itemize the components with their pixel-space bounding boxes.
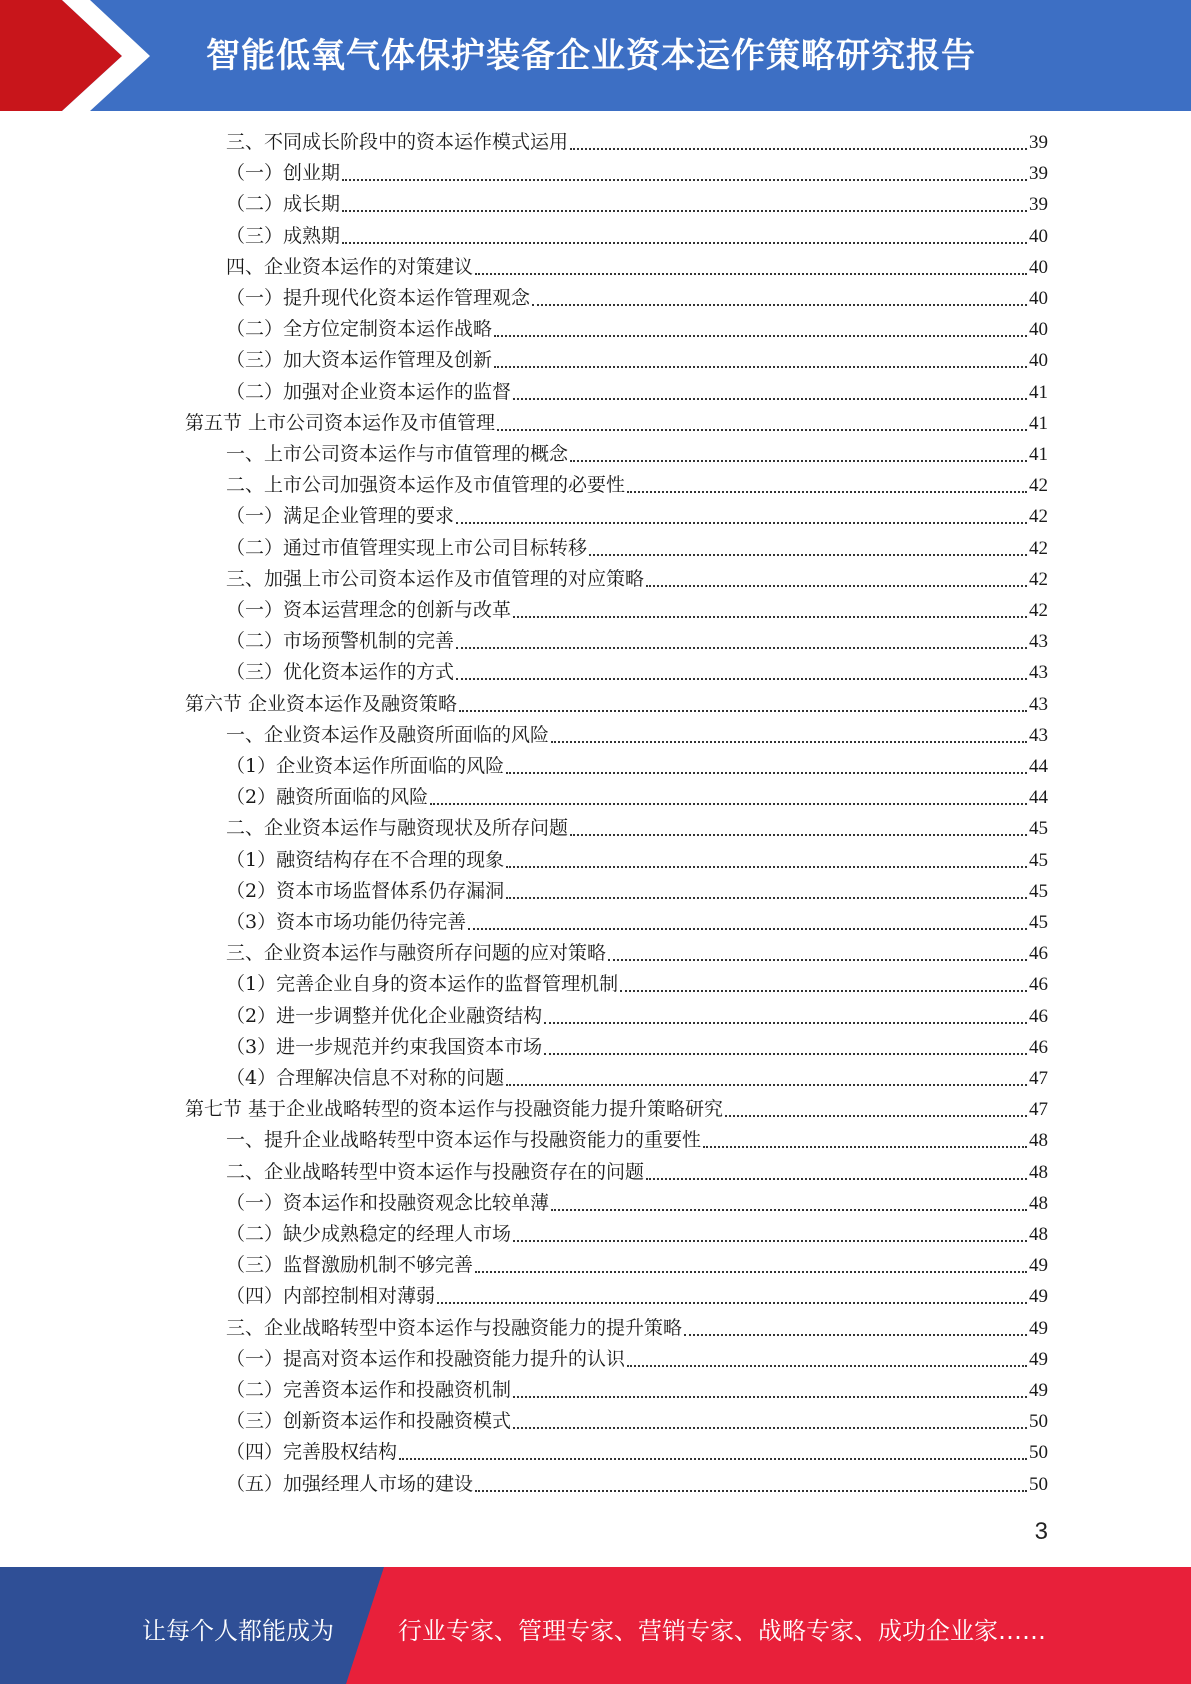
toc-entry[interactable] <box>226 314 1048 345</box>
toc-entry[interactable] <box>226 845 1048 876</box>
toc-entry-page: 42 <box>1029 600 1048 621</box>
toc-entry[interactable] <box>226 377 1048 408</box>
toc-entry[interactable] <box>185 408 1048 439</box>
toc-dot-leader <box>513 1396 1027 1398</box>
toc-entry[interactable] <box>226 1188 1048 1219</box>
toc-entry[interactable] <box>226 252 1048 283</box>
toc-dot-leader <box>475 1490 1027 1492</box>
toc-entry[interactable] <box>226 1032 1048 1063</box>
toc-dot-leader <box>570 148 1027 150</box>
toc-entry[interactable] <box>226 564 1048 595</box>
toc-entry[interactable] <box>226 595 1048 626</box>
toc-entry-label: （1）完善企业自身的资本运作的监督管理机制 <box>226 973 619 995</box>
toc-dot-leader <box>342 179 1027 181</box>
toc-entry-label: （四）内部控制相对薄弱 <box>226 1285 436 1307</box>
toc-entry[interactable] <box>226 1125 1048 1156</box>
toc-entry[interactable] <box>226 626 1048 657</box>
toc-entry-label: （一）提升现代化资本运作管理观念 <box>226 287 531 309</box>
toc-entry-label: （二）全方位定制资本运作战略 <box>226 318 493 340</box>
toc-dot-leader <box>506 772 1027 774</box>
toc-dot-leader <box>513 1427 1027 1429</box>
toc-entry-label: （1）企业资本运作所面临的风险 <box>226 755 505 777</box>
toc-dot-leader <box>620 990 1027 992</box>
toc-entry-label: （2）融资所面临的风险 <box>226 786 429 808</box>
toc-entry[interactable] <box>226 439 1048 470</box>
page-header <box>0 0 1191 111</box>
toc-entry-page: 42 <box>1029 538 1048 559</box>
toc-entry-label: 四、企业资本运作的对策建议 <box>226 256 474 278</box>
toc-entry[interactable] <box>226 189 1048 220</box>
footer-slogan-left: 让每个人都能成为 <box>142 1617 334 1645</box>
toc-entry-label: 二、企业战略转型中资本运作与投融资存在的问题 <box>226 1161 645 1183</box>
toc-entry[interactable] <box>226 501 1048 532</box>
toc-dot-leader <box>627 1365 1027 1367</box>
toc-entry-label: 二、上市公司加强资本运作及市值管理的必要性 <box>226 474 626 496</box>
toc-entry-label: 三、企业战略转型中资本运作与投融资能力的提升策略 <box>226 1317 683 1339</box>
toc-dot-leader <box>506 1084 1027 1086</box>
toc-entry-page: 48 <box>1029 1130 1048 1151</box>
toc-dot-leader <box>342 242 1027 244</box>
toc-entry-label: 二、企业资本运作与融资现状及所存问题 <box>226 817 569 839</box>
toc-entry-page: 45 <box>1029 881 1048 902</box>
toc-entry-page: 43 <box>1029 694 1048 715</box>
toc-entry[interactable] <box>226 1469 1048 1500</box>
toc-entry[interactable] <box>185 689 1048 720</box>
toc-entry[interactable] <box>226 938 1048 969</box>
toc-dot-leader <box>456 647 1027 649</box>
toc-entry-page: 48 <box>1029 1193 1048 1214</box>
report-title: 智能低氧气体保护装备企业资本运作策略研究报告 <box>206 36 976 76</box>
toc-entry-label: 三、不同成长阶段中的资本运作模式运用 <box>226 131 569 153</box>
toc-entry-label: （三）监督激励机制不够完善 <box>226 1254 474 1276</box>
toc-entry-label: 第五节 上市公司资本运作及市值管理 <box>185 412 496 434</box>
toc-dot-leader <box>532 304 1027 306</box>
toc-dot-leader <box>437 1302 1027 1304</box>
toc-dot-leader <box>506 866 1027 868</box>
toc-dot-leader <box>608 959 1027 961</box>
toc-entry-page: 44 <box>1029 756 1048 777</box>
toc-dot-leader <box>459 710 1027 712</box>
toc-entry[interactable] <box>226 813 1048 844</box>
toc-dot-leader <box>513 616 1027 618</box>
toc-entry-page: 41 <box>1029 382 1048 403</box>
toc-entry[interactable] <box>226 907 1048 938</box>
toc-entry-page: 43 <box>1029 725 1048 746</box>
toc-entry[interactable] <box>226 1406 1048 1437</box>
toc-entry-page: 49 <box>1029 1286 1048 1307</box>
toc-entry[interactable] <box>226 1063 1048 1094</box>
toc-entry-label: （五）加强经理人市场的建设 <box>226 1473 474 1495</box>
toc-dot-leader <box>399 1458 1027 1460</box>
toc-entry[interactable] <box>226 283 1048 314</box>
toc-entry-label: （三）创新资本运作和投融资模式 <box>226 1410 512 1432</box>
toc-entry-page: 42 <box>1029 475 1048 496</box>
toc-entry-label: 第七节 基于企业战略转型的资本运作与投融资能力提升策略研究 <box>185 1098 724 1120</box>
page-footer <box>0 1567 1191 1684</box>
toc-entry-page: 46 <box>1029 1037 1048 1058</box>
toc-dot-leader <box>551 1209 1027 1211</box>
toc-entry-label: 三、加强上市公司资本运作及市值管理的对应策略 <box>226 568 645 590</box>
toc-entry[interactable] <box>226 221 1048 252</box>
toc-dot-leader <box>506 897 1027 899</box>
page-number: 3 <box>1034 1518 1048 1545</box>
toc-entry-page: 48 <box>1029 1224 1048 1245</box>
toc-dot-leader <box>513 398 1027 400</box>
toc-entry[interactable] <box>226 969 1048 1000</box>
toc-entry-label: （二）成长期 <box>226 193 341 215</box>
toc-entry-page: 39 <box>1029 163 1048 184</box>
toc-entry-label: （二）通过市值管理实现上市公司目标转移 <box>226 537 588 559</box>
toc-entry-label: 一、企业资本运作及融资所面临的风险 <box>226 724 550 746</box>
toc-entry-page: 50 <box>1029 1474 1048 1495</box>
toc-entry[interactable] <box>226 751 1048 782</box>
toc-dot-leader <box>725 1115 1027 1117</box>
toc-entry-page: 43 <box>1029 662 1048 683</box>
toc-entry[interactable] <box>226 1344 1048 1375</box>
toc-entry-page: 45 <box>1029 850 1048 871</box>
toc-entry-label: 一、上市公司资本运作与市值管理的概念 <box>226 443 569 465</box>
toc-entry-page: 46 <box>1029 1006 1048 1027</box>
toc-entry-label: （三）成熟期 <box>226 225 341 247</box>
toc-entry-page: 45 <box>1029 818 1048 839</box>
toc-entry-label: （一）提高对资本运作和投融资能力提升的认识 <box>226 1348 626 1370</box>
toc-entry-page: 42 <box>1029 569 1048 590</box>
toc-entry-page: 46 <box>1029 943 1048 964</box>
toc-entry-page: 40 <box>1029 319 1048 340</box>
toc-entry[interactable] <box>226 1281 1048 1312</box>
toc-entry-label: 三、企业资本运作与融资所存问题的应对策略 <box>226 942 607 964</box>
toc-entry-page: 41 <box>1029 413 1048 434</box>
toc-dot-leader <box>684 1334 1027 1336</box>
toc-dot-leader <box>475 273 1027 275</box>
toc-entry-label: 一、提升企业战略转型中资本运作与投融资能力的重要性 <box>226 1129 702 1151</box>
toc-entry-label: （一）创业期 <box>226 162 341 184</box>
toc-entry[interactable] <box>226 657 1048 688</box>
toc-entry-page: 44 <box>1029 787 1048 808</box>
toc-entry-page: 50 <box>1029 1411 1048 1432</box>
toc-entry-page: 49 <box>1029 1255 1048 1276</box>
toc-dot-leader <box>497 429 1027 431</box>
toc-dot-leader <box>468 928 1027 930</box>
toc-dot-leader <box>456 522 1027 524</box>
toc-entry[interactable] <box>226 127 1048 158</box>
toc-dot-leader <box>494 366 1027 368</box>
toc-entry-page: 42 <box>1029 506 1048 527</box>
toc-dot-leader <box>570 834 1027 836</box>
toc-entry-page: 47 <box>1029 1099 1048 1120</box>
toc-entry-label: （一）资本运营理念的创新与改革 <box>226 599 512 621</box>
toc-entry-page: 39 <box>1029 194 1048 215</box>
toc-entry-label: （四）完善股权结构 <box>226 1441 398 1463</box>
toc-entry-label: （三）加大资本运作管理及创新 <box>226 349 493 371</box>
toc-entry-label: （2）资本市场监督体系仍存漏洞 <box>226 880 505 902</box>
toc-entry-page: 49 <box>1029 1318 1048 1339</box>
toc-entry[interactable] <box>226 1375 1048 1406</box>
toc-dot-leader <box>430 803 1027 805</box>
toc-entry-label: （3）资本市场功能仍待完善 <box>226 911 467 933</box>
toc-entry[interactable] <box>226 720 1048 751</box>
toc-entry-page: 46 <box>1029 974 1048 995</box>
toc-dot-leader <box>646 1178 1027 1180</box>
toc-entry[interactable] <box>226 1157 1048 1188</box>
toc-dot-leader <box>703 1146 1027 1148</box>
toc-entry-page: 40 <box>1029 350 1048 371</box>
toc-entry-page: 40 <box>1029 288 1048 309</box>
header-arrow-decoration <box>0 0 200 111</box>
toc-entry-page: 49 <box>1029 1380 1048 1401</box>
toc-entry[interactable] <box>226 1219 1048 1250</box>
toc-entry-page: 48 <box>1029 1162 1048 1183</box>
toc-entry-label: （二）缺少成熟稳定的经理人市场 <box>226 1223 512 1245</box>
footer-slogan-right: 行业专家、管理专家、营销专家、战略专家、成功企业家…… <box>398 1617 1046 1645</box>
toc-entry-page: 41 <box>1029 444 1048 465</box>
toc-entry[interactable] <box>226 533 1048 564</box>
toc-dot-leader <box>544 1053 1027 1055</box>
toc-dot-leader <box>513 1240 1027 1242</box>
toc-entry-label: （3）进一步规范并约束我国资本市场 <box>226 1036 543 1058</box>
toc-entry[interactable] <box>226 345 1048 376</box>
toc-entry-page: 47 <box>1029 1068 1048 1089</box>
toc-entry-page: 40 <box>1029 257 1048 278</box>
toc-entry-page: 50 <box>1029 1442 1048 1463</box>
toc-entry-label: （一）资本运作和投融资观念比较单薄 <box>226 1192 550 1214</box>
toc-entry-page: 43 <box>1029 631 1048 652</box>
toc-entry-label: 第六节 企业资本运作及融资策略 <box>185 693 458 715</box>
toc-entry[interactable] <box>226 1313 1048 1344</box>
toc-entry[interactable] <box>226 1250 1048 1281</box>
toc-dot-leader <box>551 741 1027 743</box>
toc-entry-page: 45 <box>1029 912 1048 933</box>
toc-dot-leader <box>475 1271 1027 1273</box>
toc-dot-leader <box>544 1022 1027 1024</box>
toc-dot-leader <box>342 210 1027 212</box>
toc-entry-page: 49 <box>1029 1349 1048 1370</box>
toc-entry-label: （二）完善资本运作和投融资机制 <box>226 1379 512 1401</box>
toc-dot-leader <box>494 335 1027 337</box>
toc-entry-label: （二）加强对企业资本运作的监督 <box>226 381 512 403</box>
toc-entry-label: （二）市场预警机制的完善 <box>226 630 455 652</box>
toc-dot-leader <box>570 460 1027 462</box>
toc-dot-leader <box>456 678 1027 680</box>
toc-entry-label: （2）进一步调整并优化企业融资结构 <box>226 1005 543 1027</box>
toc-entry-page: 40 <box>1029 226 1048 247</box>
toc-dot-leader <box>646 585 1027 587</box>
toc-entry[interactable] <box>226 158 1048 189</box>
toc-entry[interactable] <box>226 470 1048 501</box>
toc-entry-page: 39 <box>1029 132 1048 153</box>
toc-entry[interactable] <box>226 876 1048 907</box>
toc-entry[interactable] <box>226 1001 1048 1032</box>
toc-entry-label: （1）融资结构存在不合理的现象 <box>226 849 505 871</box>
toc-entry-label: （一）满足企业管理的要求 <box>226 505 455 527</box>
toc-entry-label: （三）优化资本运作的方式 <box>226 661 455 683</box>
toc-dot-leader <box>589 554 1027 556</box>
toc-entry[interactable] <box>226 782 1048 813</box>
toc-dot-leader <box>627 491 1027 493</box>
toc-entry[interactable] <box>226 1437 1048 1468</box>
toc-entry-label: （4）合理解决信息不对称的问题 <box>226 1067 505 1089</box>
toc-entry[interactable] <box>185 1094 1048 1125</box>
